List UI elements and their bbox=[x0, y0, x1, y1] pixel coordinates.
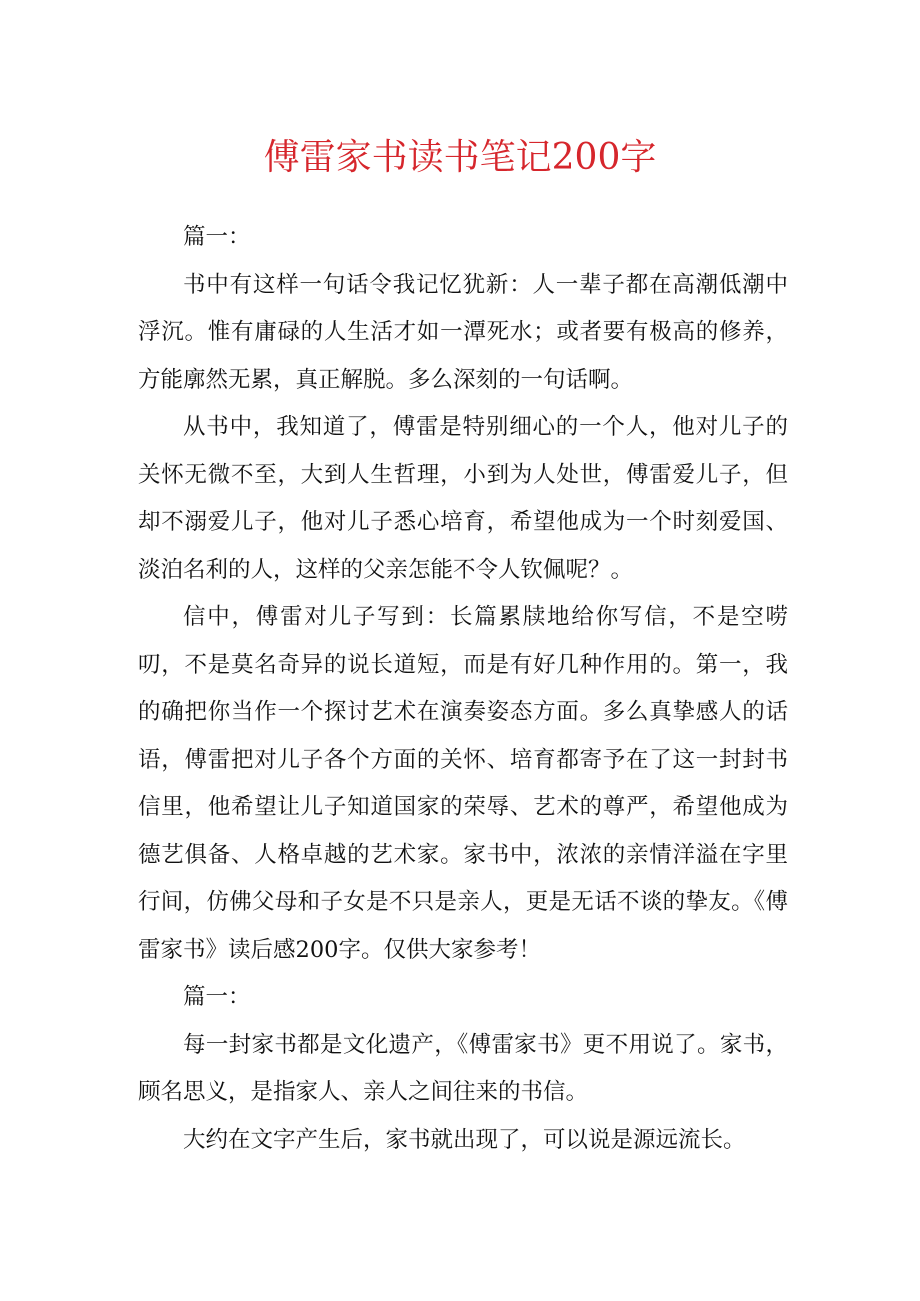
document-title: 傅雷家书读书笔记200字 bbox=[263, 137, 657, 178]
paragraph: 从书中，我知道了，傅雷是特别细心的一个人，他对儿子的关怀无微不至，大到人生哲理，小到为人处世，傅雷爱儿子，但却不溺爱儿子，他对儿子悉心培育，希望他成为一个时刻爱国、淡泊名利的人，这样的父亲怎能不令人钦佩呢？。 bbox=[138, 414, 788, 583]
paragraph: 每一封家书都是文化遗产，《傅雷家书》更不用说了。家书，顾名思义，是指家人、亲人之间往来的书信。 bbox=[138, 1031, 788, 1105]
paragraph: 信中，傅雷对儿子写到：长篇累牍地给你写信，不是空唠叨，不是莫名奇异的说长道短，而是有好几种作用的。第一，我的确把你当作一个探讨艺术在演奏姿态方面。多么真挚感人的话语，傅雷把对儿子各个方面的关怀、培育都寄予在了这一封封书信里，他希望让儿子知道国家的荣辱、艺术的尊严，希望他成为德艺俱备、人格卓越的艺术家。家书中，浓浓的亲情洋溢在字里行间，仿佛父母和子女是不只是亲人，更是无话不谈的挚友。《傅雷家书》读后感200字。仅供大家参考！ bbox=[138, 604, 788, 963]
paragraph: 书中有这样一句话令我记忆犹新：人一辈子都在高潮低潮中浮沉。惟有庸碌的人生活才如一潭死水；或者要有极高的修养，方能廓然无累，真正解脱。多么深刻的一句话啊。 bbox=[138, 271, 788, 393]
section-heading: 篇一： bbox=[183, 984, 251, 1010]
paragraph: 大约在文字产生后，家书就出现了，可以说是源远流长。 bbox=[183, 1126, 746, 1153]
document-body bbox=[138, 214, 788, 1164]
section-heading: 篇一： bbox=[183, 224, 251, 250]
